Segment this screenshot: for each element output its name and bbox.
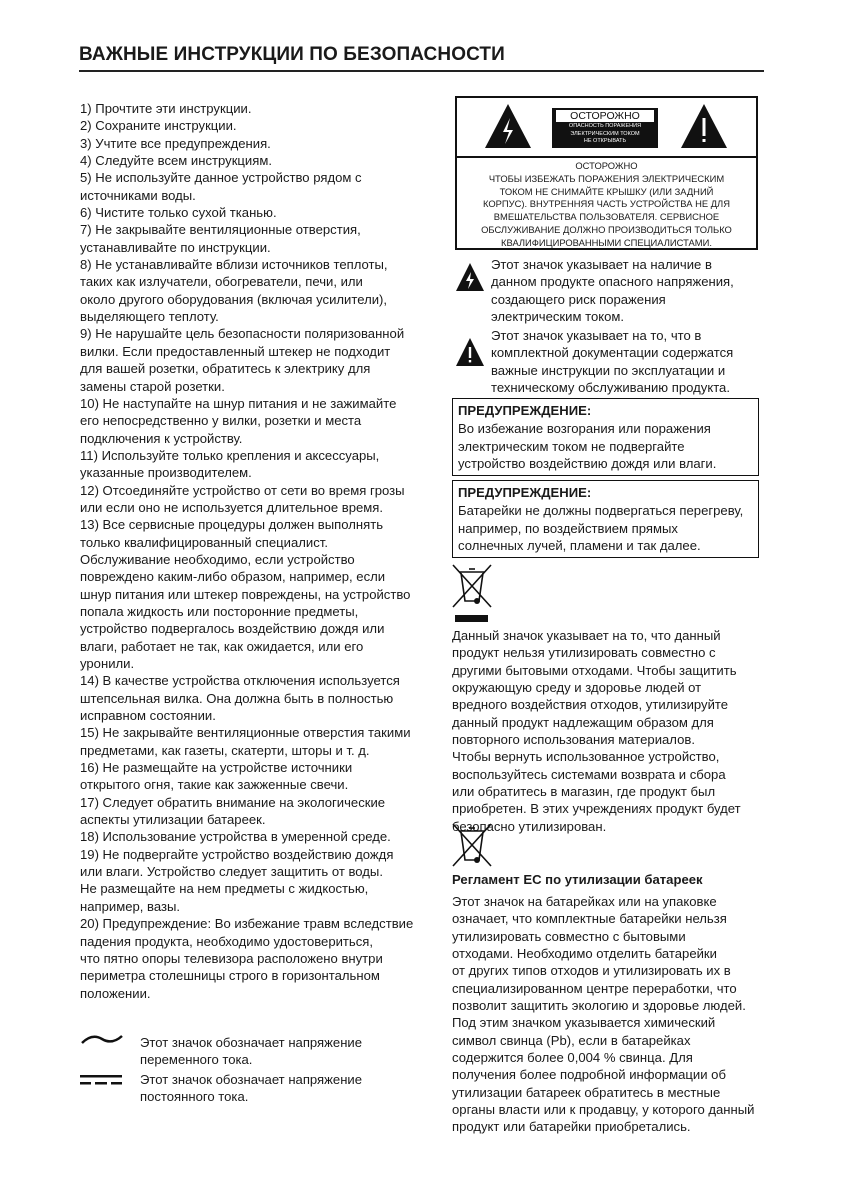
text-line: важные инструкции по эксплуатации и: [491, 362, 726, 378]
page-title: ВАЖНЫЕ ИНСТРУКЦИИ ПО БЕЗОПАСНОСТИ: [79, 44, 505, 65]
text-line: Не размещайте на нем предметы с жидкостью,: [80, 881, 369, 897]
text-line: повторного использования материалов.: [452, 732, 695, 748]
text-line: получения более подробной информации об: [452, 1067, 726, 1083]
text-line: его непосредственно у вилки, розетки и места: [80, 413, 362, 429]
weee-description: [452, 627, 741, 835]
text-line: 12) Отсоединяйте устройство от сети во время грозы: [80, 482, 405, 498]
text-line: содержится более 0,004 % свинца. Для: [452, 1050, 693, 1066]
text-line: Чтобы вернуть использованное устройство,: [452, 749, 720, 765]
text-line: 7) Не закрывайте вентиляционные отверстия,: [80, 222, 361, 238]
text-line: утилизировать совместно с бытовыми: [452, 928, 686, 944]
text-line: 13) Все сервисные процедуры должен выполнять: [80, 517, 384, 533]
text-line: 2) Сохраните инструкции.: [80, 118, 237, 134]
text-line: Под этим значком указывается химический: [452, 1015, 716, 1031]
text-line: Этот значок указывает на то, что в: [491, 328, 702, 343]
text-line: утилизации батареек обратитесь в местные: [452, 1084, 721, 1100]
exclamation-triangle-icon: [679, 102, 729, 150]
text-line: или влаги. Устройство следует защитить от воды.: [80, 864, 383, 880]
text-line: 3) Учтите все предупреждения.: [80, 135, 271, 151]
text-line: предметами, как газеты, скатерти, шторы и т. д.: [80, 742, 370, 758]
text-line: 4) Следуйте всем инструкциям.: [80, 153, 272, 169]
text-line: ТОКОМ НЕ СНИМАЙТЕ КРЫШКУ (ИЛИ ЗАДНИЙ: [499, 185, 714, 197]
text-line: КОРПУС). ВНУТРЕННЯЯ ЧАСТЬ УСТРОЙСТВА НЕ ДЛЯ: [483, 198, 730, 210]
text-line: техническому обслуживанию продукта.: [491, 380, 730, 396]
text-line: Во избежание возгорания или поражения: [458, 421, 711, 437]
text-line: вилки. Если предоставленный штекер не подходит: [80, 343, 391, 359]
text-line: означает, что комплектные батарейки нельзя: [452, 911, 727, 927]
dc-symbol-icon: [80, 1074, 122, 1086]
text-line: постоянного тока.: [140, 1089, 249, 1105]
text-line: специализированном центре переработки, что: [452, 980, 737, 996]
text-line: указанные производителем.: [80, 465, 252, 481]
text-line: таких как излучатели, обогреватели, печи, или: [80, 274, 363, 290]
text-line: например, по воздействием прямых: [458, 520, 678, 536]
text-line: 1) Прочтите эти инструкции.: [80, 101, 252, 116]
text-line: 6) Чистите только сухой тканью.: [80, 205, 277, 221]
text-line: 9) Не нарушайте цель безопасности поляризованной: [80, 326, 405, 342]
text-line: данный продукт надлежащим образом для: [452, 714, 714, 730]
text-line: влаги, работает не так, как ожидается, или его: [80, 638, 364, 654]
text-line: Батарейки не должны подвергаться перегреву,: [458, 503, 744, 519]
caution-badge: [552, 108, 658, 148]
text-line: положении.: [80, 985, 151, 1001]
text-line: безопасно утилизирован.: [452, 818, 607, 834]
text-line: Этот значок обозначает напряжение: [140, 1035, 363, 1050]
text-line: 8) Не устанавливайте вблизи источников теплоты,: [80, 257, 388, 273]
text-line: Этот значок на батарейках или на упаковке: [452, 894, 717, 909]
text-line: комплектной документации содержатся: [491, 345, 734, 361]
text-line: устройство подвергалось воздействию дождя или: [80, 621, 385, 637]
text-line: шнур питания или штекер повреждены, на устройство: [80, 586, 411, 602]
battery-regulation-heading: Регламент ЕС по утилизации батареек: [452, 872, 703, 887]
lightning-triangle-icon: [455, 262, 485, 292]
text-line: замены старой розетки.: [80, 378, 225, 394]
text-line: ОБСЛУЖИВАНИЕ ДОЛЖНО ПРОИЗВОДИТЬСЯ ТОЛЬКО: [481, 223, 732, 235]
text-line: ОПАСНОСТЬ ПОРАЖЕНИЯ: [568, 123, 642, 129]
text-line: 10) Не наступайте на шнур питания и не зажимайте: [80, 395, 397, 411]
text-line: солнечных лучей, пламени и так далее.: [458, 538, 701, 554]
text-line: периметра столешницы строго в горизонтальном: [80, 968, 380, 984]
text-line: только квалифицированный специалист.: [80, 534, 328, 550]
text-line: 19) Не подвергайте устройство воздействию дождя: [80, 846, 394, 862]
text-line: исправном состоянии.: [80, 708, 216, 724]
text-line: уронили.: [80, 656, 135, 671]
text-line: аспекты утилизации батареек.: [80, 812, 266, 828]
text-line: данном продукте опасного напряжения,: [491, 274, 734, 290]
warning-heading: ПРЕДУПРЕЖДЕНИЕ:: [458, 403, 592, 418]
text-line: для вашей розетки, обратитесь к электрику для: [80, 361, 371, 377]
ac-symbol-icon: [80, 1033, 124, 1047]
crossed-bin-icon: [451, 563, 493, 625]
text-line: устанавливайте по инструкции.: [80, 239, 271, 255]
warning-box-moisture: [452, 398, 759, 476]
text-line: электрическим током.: [491, 309, 625, 325]
text-line: например, вазы.: [80, 898, 181, 914]
safety-instructions-list: [80, 100, 413, 1002]
dc-symbol-description: [140, 1071, 362, 1106]
caution-text: [457, 158, 756, 250]
battery-regulation-text: [452, 893, 755, 1136]
text-line: другими бытовыми отходами. Чтобы защитить: [452, 662, 737, 678]
text-line: повреждено каким-либо образом, например, если: [80, 569, 386, 585]
title-divider: [79, 70, 764, 72]
lightning-symbol-description: [491, 256, 734, 325]
text-line: приобретен. В этих учреждениях продукт будет: [452, 801, 741, 817]
text-line: ВМЕШАТЕЛЬСТВА ПОЛЬЗОВАТЕЛЯ. СЕРВИСНОЕ: [493, 211, 720, 223]
text-line: что пятно опоры телевизора расположено внутри: [80, 950, 383, 966]
text-line: Данный значок указывает на то, что данный: [452, 628, 721, 643]
text-line: штепсельная вилка. Она должна быть в полностью: [80, 690, 394, 706]
text-line: ЧТОБЫ ИЗБЕЖАТЬ ПОРАЖЕНИЯ ЭЛЕКТРИЧЕСКИМ: [488, 172, 725, 184]
text-line: около другого оборудования (включая усилители),: [80, 291, 388, 307]
text-line: органы власти или к продавцу, у которого данный: [452, 1102, 755, 1118]
ac-symbol-description: [140, 1034, 362, 1069]
text-line: выделяющего теплоту.: [80, 309, 219, 325]
text-line: позволит защитить экологию и здоровье людей.: [452, 998, 746, 1014]
text-line: устройство воздействию дождя или влаги.: [458, 456, 717, 472]
text-line: 15) Не закрывайте вентиляционные отверстия такими: [80, 725, 411, 741]
text-line: Этот значок обозначает напряжение: [140, 1072, 363, 1087]
caution-badge-text: [552, 123, 658, 146]
text-line: продукт нельзя утилизировать совместно с: [452, 645, 716, 661]
caution-badge-title: ОСТОРОЖНО: [556, 110, 654, 122]
text-line: попала жидкость или посторонние предметы,: [80, 603, 359, 619]
text-line: 18) Использование устройства в умеренной среде.: [80, 829, 391, 845]
warning-box-battery-heat: [452, 480, 759, 558]
text-line: Этот значок указывает на наличие в: [491, 257, 712, 272]
text-line: источниками воды.: [80, 187, 196, 203]
warning-text: [458, 502, 753, 554]
text-line: переменного тока.: [140, 1052, 253, 1068]
caution-label: [455, 96, 758, 250]
text-line: ОСТОРОЖНО: [575, 160, 638, 171]
text-line: 20) Предупреждение: Во избежание травм вследствие: [80, 916, 414, 932]
text-line: 11) Используйте только крепления и аксессуары,: [80, 447, 380, 463]
text-line: от других типов отходов и утилизировать их в: [452, 963, 731, 979]
text-line: 16) Не размещайте на устройстве источники: [80, 760, 353, 776]
text-line: или если оно не используется длительное время.: [80, 499, 383, 515]
text-line: окружающую среду и здоровье людей от: [452, 680, 702, 696]
text-line: НЕ ОТКРЫВАТЬ: [583, 138, 627, 144]
lightning-triangle-icon: [483, 102, 533, 150]
text-line: 17) Следует обратить внимание на экологические: [80, 794, 386, 810]
warning-text: [458, 420, 753, 472]
text-line: отходами. Необходимо отделить батарейки: [452, 946, 717, 962]
text-line: подключения к устройству.: [80, 430, 243, 446]
text-line: КВАЛИФИЦИРОВАННЫМИ СПЕЦИАЛИСТАМИ.: [501, 236, 712, 248]
text-line: 14) В качестве устройства отключения используется: [80, 673, 400, 689]
text-line: создающего риск поражения: [491, 291, 666, 307]
text-line: символ свинца (Pb), если в батарейках: [452, 1032, 691, 1048]
text-line: падения продукта, необходимо удостовериться,: [80, 933, 374, 949]
exclamation-symbol-description: [491, 327, 733, 396]
text-line: вредного воздействия отходов, утилизируйте: [452, 697, 729, 713]
text-line: электрическим током не подвергайте: [458, 438, 685, 454]
text-line: воспользуйтесь системами возврата и сбора: [452, 766, 726, 782]
text-line: 5) Не используйте данное устройство рядом с: [80, 170, 362, 186]
text-line: продукт или батарейки приобретались.: [452, 1119, 691, 1135]
exclamation-triangle-icon: [455, 337, 485, 367]
text-line: ЭЛЕКТРИЧЕСКИМ ТОКОМ: [570, 130, 640, 137]
text-line: или обратитесь в магазин, где продукт был: [452, 784, 716, 800]
text-line: открытого огня, такие как зажженные свечи.: [80, 777, 349, 793]
warning-heading: ПРЕДУПРЕЖДЕНИЕ:: [458, 485, 592, 500]
crossed-bin-icon: [451, 822, 493, 868]
text-line: Обслуживание необходимо, если устройство: [80, 551, 355, 567]
